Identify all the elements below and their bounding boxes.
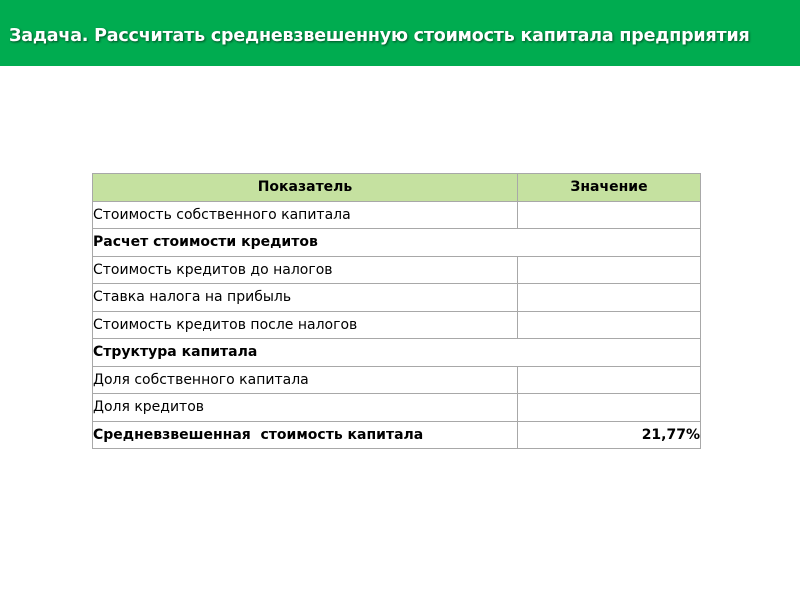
section-row — [93, 229, 701, 257]
total-row — [93, 421, 701, 449]
section-row — [93, 339, 701, 367]
section-label: Расчет стоимости кредитов — [93, 229, 701, 257]
header-indicator: Показатель — [93, 174, 518, 202]
row-value — [518, 201, 701, 229]
header-value: Значение — [518, 174, 701, 202]
table-row — [93, 201, 701, 229]
slide-title: Задача. Рассчитать средневзвешенную стоимость капитала предприятия — [9, 26, 750, 46]
row-label: Доля собственного капитала — [93, 366, 518, 394]
row-value — [518, 394, 701, 422]
title-bar — [0, 0, 800, 66]
row-label: Стоимость собственного капитала — [93, 201, 518, 229]
row-label: Доля кредитов — [93, 394, 518, 422]
table-row — [93, 394, 701, 422]
total-label: Средневзвешенная стоимость капитала — [93, 421, 518, 449]
table-header-row — [93, 174, 701, 202]
table-row — [93, 256, 701, 284]
total-value: 21,77% — [518, 421, 701, 449]
row-value — [518, 256, 701, 284]
row-label: Стоимость кредитов до налогов — [93, 256, 518, 284]
row-value — [518, 311, 701, 339]
table-row — [93, 366, 701, 394]
capital-cost-table — [92, 173, 701, 449]
section-label: Структура капитала — [93, 339, 701, 367]
table-row — [93, 284, 701, 312]
row-value — [518, 284, 701, 312]
table-row — [93, 311, 701, 339]
row-label: Ставка налога на прибыль — [93, 284, 518, 312]
row-label: Стоимость кредитов после налогов — [93, 311, 518, 339]
row-value — [518, 366, 701, 394]
